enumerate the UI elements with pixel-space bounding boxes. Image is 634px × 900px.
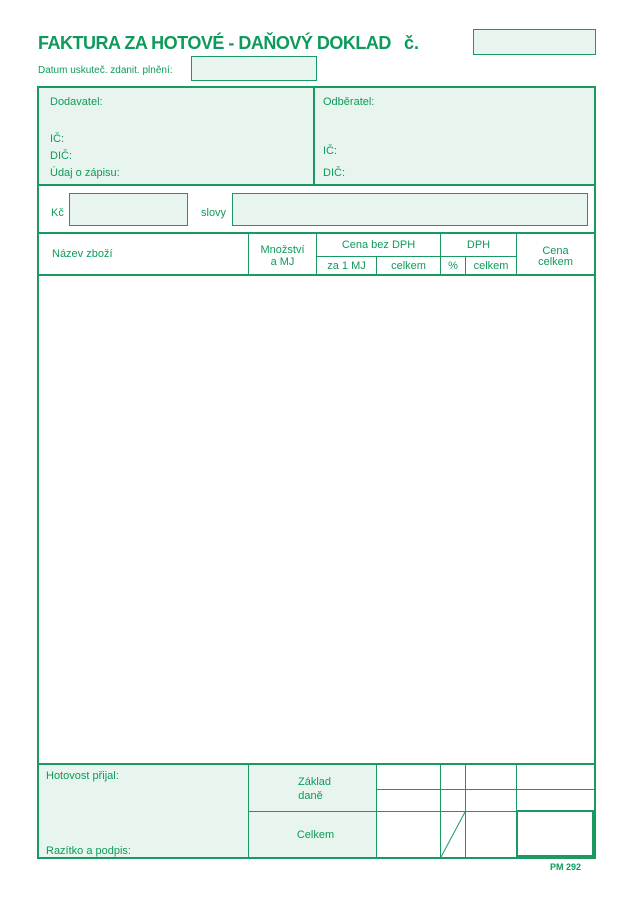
tax-base-label-1: Základ <box>297 776 332 788</box>
tax-base-label-2: daně <box>298 790 323 802</box>
customer-title: Odběratel: <box>323 96 375 108</box>
total-label: Celkem <box>296 829 335 841</box>
col-header-total-2: celkem <box>538 256 573 268</box>
supplier-dic-label: DIČ: <box>50 150 72 162</box>
document-title: FAKTURA ZA HOTOVÉ - DAŇOVÝ DOKLAD <box>38 33 391 53</box>
customer-ic-label: IČ: <box>323 145 338 157</box>
col-header-price: Cena bez DPH <box>341 239 416 251</box>
col-header-vat: DPH <box>466 239 491 251</box>
date-field[interactable] <box>191 56 317 81</box>
vat-slash-mark <box>441 812 465 857</box>
items-area[interactable] <box>39 276 594 763</box>
cash-received-label: Hotovost přijal: <box>46 770 119 782</box>
invoice-number-label: č. <box>404 33 420 53</box>
form-code: PM 292 <box>550 862 582 872</box>
col-header-price-unit: za 1 MJ <box>327 260 366 272</box>
amount-field[interactable] <box>69 193 188 226</box>
supplier-registry-label: Údaj o zápisu: <box>50 167 120 179</box>
invoice-number-field[interactable] <box>473 29 596 55</box>
grand-total-field[interactable] <box>516 810 594 857</box>
col-header-vat-percent: % <box>448 260 458 272</box>
amount-words-field[interactable] <box>232 193 588 226</box>
customer-dic-label: DIČ: <box>323 167 345 179</box>
col-header-quantity-1: Množství <box>260 244 305 256</box>
col-header-item-name: Název zboží <box>52 248 113 260</box>
col-header-total-1: Cena <box>542 245 569 257</box>
date-label: Datum uskuteč. zdanit. plnění: <box>38 65 173 76</box>
col-header-vat-total: celkem <box>473 260 509 272</box>
supplier-ic-label: IČ: <box>50 133 65 145</box>
col-header-price-total: celkem <box>391 260 426 272</box>
amount-words-label: slovy <box>201 207 227 219</box>
supplier-title: Dodavatel: <box>50 96 103 108</box>
stamp-signature-label: Razítko a podpis: <box>46 845 131 857</box>
amount-currency-label: Kč <box>51 207 64 219</box>
col-header-quantity-2: a MJ <box>270 256 295 268</box>
